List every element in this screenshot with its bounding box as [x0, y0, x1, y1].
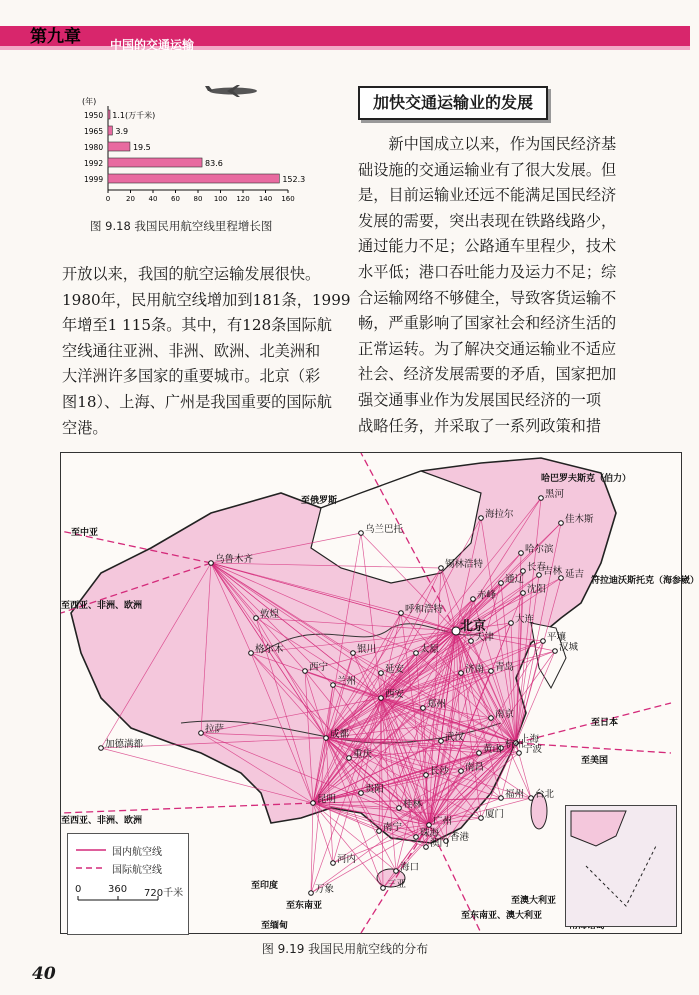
city-label: 大连 [515, 614, 535, 625]
right-text-line: 通过能力不足；公路通车里程少，技术 [358, 237, 617, 256]
south-sea-inset [565, 805, 677, 927]
city-label: 拉萨 [205, 724, 225, 735]
city-label: 太原 [420, 644, 440, 655]
scale-720: 720千米 [144, 888, 184, 899]
city-label: 敦煌 [260, 609, 280, 620]
chart-value-label: 19.5 [132, 143, 151, 152]
city-marker [394, 869, 399, 874]
route-label: 至印度 [251, 881, 279, 891]
city-marker [541, 639, 546, 644]
city-label: 济南 [465, 664, 485, 675]
city-label: 锡林浩特 [445, 559, 484, 570]
city-label: 汉城 [559, 642, 579, 653]
left-text-line: 年增至1 115条。其中，有128条国际航 [62, 316, 332, 335]
right-text-line: 畅，严重影响了国家社会和经济生活的 [358, 314, 617, 333]
city-marker [509, 621, 514, 626]
city-label: 赤峰 [477, 590, 497, 601]
chart-category-label: 1999 [84, 175, 104, 184]
city-label: 西安 [385, 689, 405, 700]
chart-category-label: 1992 [84, 159, 104, 168]
city-label: 宁波 [523, 744, 543, 755]
city-marker [519, 551, 524, 556]
city-label: 南宁 [383, 822, 403, 833]
city-label: 北京 [460, 619, 487, 634]
left-text-line: 1980年，民用航空线增加到181条，1999 [62, 290, 351, 309]
city-label: 延安 [385, 664, 405, 675]
city-marker [379, 671, 384, 676]
city-marker [331, 861, 336, 866]
scale-0: 0 [75, 884, 82, 895]
chart-bar [108, 142, 130, 151]
city-label: 格尔木 [255, 644, 284, 655]
right-text-line: 强交通事业作为发展国民经济的一项 [358, 390, 601, 409]
city-label: 厦门 [485, 809, 505, 820]
chart-value-label: 3.9 [115, 127, 129, 136]
chart-tick-label: 140 [258, 195, 273, 203]
header-band [0, 26, 690, 48]
city-label: 南昌 [465, 762, 485, 773]
right-paragraph [358, 132, 658, 439]
city-marker [249, 651, 254, 656]
chart-tick-label: 100 [213, 195, 228, 203]
city-label: 呼和浩特 [405, 604, 444, 615]
right-text-line: 社会、经济发展需要的矛盾，国家把加 [358, 365, 617, 384]
legend-domestic: 国内航空线 [112, 847, 162, 858]
city-marker [469, 639, 474, 644]
left-text-line: 空港。 [62, 418, 108, 437]
route-label: 至澳大利亚 [511, 896, 557, 906]
chart-value-label: 152.3 [282, 175, 306, 184]
chart-bar [108, 174, 279, 183]
city-label: 珠海 [420, 828, 440, 839]
chart-tick-label: 20 [126, 195, 135, 203]
city-label: 河内 [337, 854, 357, 865]
right-text-line: 新中国成立以来，作为国民经济基 [358, 135, 617, 153]
city-marker [414, 835, 419, 840]
route-label: 至西亚、非洲、欧洲 [61, 601, 143, 611]
right-text-line: 正常运转。为了解决交通运输业不适应 [358, 339, 617, 358]
city-label: 海口 [400, 862, 420, 873]
map-legend [67, 833, 189, 935]
chart-value-label: 83.6 [205, 159, 223, 168]
right-text-line: 合运输网络不够健全，导致客货运输不 [358, 288, 617, 307]
chapter-title: 第九章 [30, 27, 81, 47]
city-marker [379, 696, 384, 701]
city-marker [351, 651, 356, 656]
city-marker [499, 796, 504, 801]
city-label: 澳门 [430, 838, 450, 849]
city-label: 西宁 [309, 662, 329, 673]
route-label: 符拉迪沃斯托克（海参崴） [591, 576, 699, 586]
city-label: 台北 [535, 789, 555, 800]
city-label: 武汉 [445, 732, 465, 743]
city-marker [303, 669, 308, 674]
right-text-line: 发展的需要，突出表现在铁路线路少， [358, 211, 617, 230]
city-label: 吉林 [543, 566, 563, 577]
left-text-line: 开放以来，我国的航空运输发展很快。 [62, 265, 321, 283]
city-label: 三亚 [387, 879, 407, 890]
city-marker [421, 706, 426, 711]
city-marker [539, 496, 544, 501]
city-marker [471, 597, 476, 602]
city-label: 加德满都 [105, 739, 144, 750]
city-label: 黄山 [483, 744, 503, 755]
city-marker [399, 611, 404, 616]
route-label: 至中亚 [71, 528, 99, 538]
legend-international: 国际航空线 [112, 865, 162, 876]
city-label: 广州 [433, 816, 453, 827]
left-paragraph [62, 262, 351, 441]
city-label: 福州 [505, 789, 525, 800]
mileage-bar-chart [80, 92, 310, 212]
chart-tick-label: 160 [281, 195, 295, 203]
city-marker [459, 671, 464, 676]
section-title: 加快交通运输业的发展 [358, 86, 548, 120]
right-text-line: 础设施的交通运输业有了很大发展。但 [358, 160, 617, 179]
chart-bar [108, 126, 112, 135]
chart-tick-label: 40 [148, 195, 158, 203]
chart-tick-label: 0 [105, 195, 111, 203]
city-marker [537, 573, 542, 578]
city-marker [381, 886, 386, 891]
airline-map [60, 452, 699, 934]
route-label: 至缅甸 [261, 921, 289, 931]
city-marker [439, 566, 444, 571]
city-label: 桂林 [403, 799, 423, 810]
city-label: 上海 [520, 734, 540, 745]
city-marker [477, 751, 482, 756]
city-marker [452, 627, 460, 635]
city-marker [99, 746, 104, 751]
route-label: 至东南亚、澳大利亚 [461, 911, 543, 921]
city-marker [489, 716, 494, 721]
chart-category-label: 1950 [84, 111, 104, 120]
route-label: 至日本 [591, 718, 619, 728]
left-text-line: 图18）、上海、广州是我国重要的国际航 [62, 392, 332, 411]
city-label: 乌兰巴托 [365, 524, 404, 535]
city-marker [254, 616, 259, 621]
city-marker [479, 516, 484, 521]
city-marker [439, 739, 444, 744]
right-text-line: 水平低；港口吞吐能力及运力不足；综 [358, 262, 617, 281]
route-label: 至俄罗斯 [301, 496, 338, 506]
route-label: 至西亚、非洲、欧洲 [61, 816, 143, 826]
map-caption: 图 9.19 我国民用航空线的分布 [261, 942, 429, 956]
city-marker [324, 736, 329, 741]
city-marker [424, 773, 429, 778]
city-label: 天津 [475, 632, 495, 643]
city-label: 延吉 [565, 569, 585, 580]
city-marker [209, 561, 214, 566]
city-label: 杭州 [505, 739, 525, 750]
chart-tick-label: 120 [236, 195, 250, 203]
chapter-subtitle: 中国的交通运输 [110, 38, 195, 52]
route-label: 至美国 [581, 756, 609, 766]
city-marker [359, 531, 364, 536]
city-label: 平壤 [547, 632, 567, 643]
city-label: 昆明 [317, 794, 337, 805]
chart-bar [108, 158, 202, 167]
city-label: 青岛 [495, 662, 515, 673]
city-label: 银川 [357, 644, 377, 655]
chart-bar [108, 110, 110, 119]
city-marker [424, 845, 429, 850]
right-text-line: 是，目前运输业还远不能满足国民经济 [358, 186, 617, 205]
city-label: 郑州 [427, 699, 447, 710]
city-label: 长沙 [430, 766, 450, 777]
city-marker [529, 796, 534, 801]
city-label: 南京 [495, 709, 515, 720]
right-text-line: 战略任务，并采取了一系列政策和措 [358, 416, 601, 435]
city-label: 香港 [450, 832, 470, 843]
city-marker [377, 829, 382, 834]
city-label: 沈阳 [527, 584, 547, 595]
city-label: 长春 [527, 562, 547, 573]
city-label: 乌鲁木齐 [215, 554, 254, 565]
city-label: 佳木斯 [565, 514, 594, 525]
city-marker [489, 669, 494, 674]
city-label: 通辽 [505, 574, 525, 585]
chart-category-label: 1980 [84, 143, 104, 152]
city-marker [414, 651, 419, 656]
city-marker [397, 806, 402, 811]
page-number: 40 [32, 964, 56, 984]
city-marker [559, 521, 564, 526]
chart-value-label: 1.1(万千米) [112, 111, 156, 120]
city-label: 兰州 [337, 676, 357, 687]
chart-category-label: 1965 [84, 127, 104, 136]
chart-tick-label: 60 [171, 195, 180, 203]
city-marker [359, 791, 364, 796]
city-label: 黑河 [545, 489, 565, 500]
city-label: 万象 [315, 884, 335, 895]
city-marker [347, 756, 352, 761]
header-stripe [0, 46, 690, 50]
city-marker [309, 891, 314, 896]
scale-360: 360 [108, 884, 128, 895]
chart-tick-label: 80 [193, 195, 203, 203]
city-label: 成都 [330, 729, 350, 740]
city-marker [311, 801, 316, 806]
left-text-line: 大洋洲许多国家的重要城市。北京（彩 [62, 367, 321, 386]
route-label: 哈巴罗夫斯克（伯力） [541, 474, 632, 484]
left-text-line: 空线通往亚洲、非洲、欧洲、北美洲和 [62, 341, 321, 360]
chart-year-label: (年) [82, 97, 97, 106]
city-marker [499, 581, 504, 586]
city-marker [517, 751, 522, 756]
city-label: 贵阳 [365, 784, 385, 795]
city-marker [331, 683, 336, 688]
city-marker [199, 731, 204, 736]
city-marker [521, 591, 526, 596]
city-marker [459, 769, 464, 774]
city-marker [479, 816, 484, 821]
city-label: 哈尔滨 [525, 544, 554, 555]
route-label: 至东南亚 [286, 901, 323, 911]
city-label: 海拉尔 [485, 509, 514, 520]
chart-caption: 图 9.18 我国民用航空线里程增长图 [90, 219, 273, 233]
city-label: 重庆 [353, 749, 373, 760]
city-marker [553, 649, 558, 654]
